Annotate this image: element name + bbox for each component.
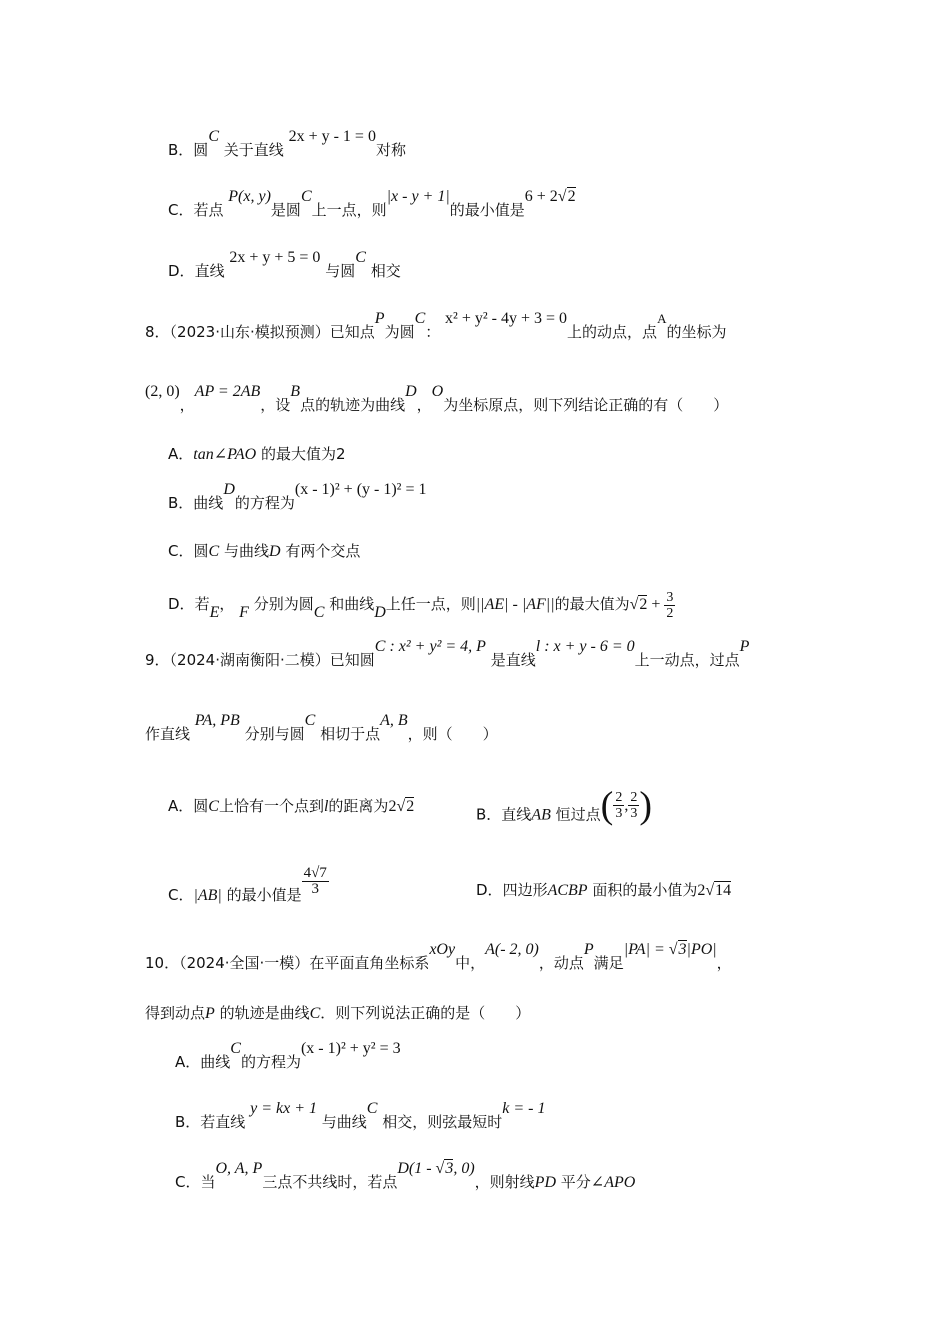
option-label: B．: [476, 805, 502, 824]
math: D: [268, 543, 281, 560]
q9-option-c: [168, 865, 329, 911]
option-label: C．: [168, 201, 194, 219]
q7-option-b: [168, 128, 406, 161]
sqrt-radicand: 14: [715, 882, 732, 899]
math: E: [209, 604, 220, 622]
math: |PO|: [686, 941, 717, 958]
numerator: 4√7: [303, 865, 327, 881]
text: 已知点: [329, 323, 375, 341]
math: 2: [388, 798, 397, 815]
q9-option-b: [476, 784, 652, 834]
text: 的最小值是: [226, 886, 302, 904]
text: ，则（ ）: [407, 725, 498, 743]
text: 相交: [370, 262, 401, 280]
option-label: D．: [168, 595, 195, 614]
math-equation: k = - 1: [502, 1100, 546, 1117]
sqrt-radicand: 2: [406, 798, 415, 815]
text: 上的动点，点: [567, 323, 658, 341]
math: xOy: [429, 941, 456, 958]
math-expression: 2√14: [697, 882, 732, 899]
math: P: [583, 941, 594, 958]
left-paren: (: [600, 784, 614, 826]
math: |AB|: [193, 887, 222, 904]
q7-option-c: [168, 188, 576, 221]
math: P(x, y): [228, 188, 271, 205]
text: 上任一点，则: [385, 595, 476, 614]
text: ，: [716, 954, 732, 972]
text: ，: [416, 396, 432, 414]
text: 得到动点: [145, 1004, 206, 1022]
option-label: C．: [168, 542, 194, 560]
text: 与圆: [325, 262, 356, 280]
q9-stem-line1: [145, 638, 750, 671]
math-equation: x² + y² - 4y + 3 = 0: [445, 310, 568, 327]
math: A(- 2, 0): [485, 941, 539, 958]
math-equation: AP = 2AB: [194, 383, 261, 400]
text: 中，: [455, 954, 486, 972]
text: 直线: [501, 805, 532, 824]
text: 若直线: [200, 1113, 246, 1131]
math: ACBP: [547, 882, 588, 899]
text: 的方程为: [234, 494, 295, 512]
math: AB: [531, 806, 551, 824]
text: 关于直线: [223, 141, 284, 159]
math-equation: l : x + y - 6 = 0: [535, 638, 635, 655]
text: 的轨迹是曲线: [219, 1004, 310, 1022]
text: 若点: [193, 201, 224, 219]
numerator: 2: [615, 789, 623, 805]
text: 三点不共线时，若点: [262, 1173, 398, 1191]
right-paren: ): [639, 784, 652, 826]
text: 恒过点: [555, 805, 601, 824]
math: C: [366, 1100, 378, 1117]
text: ，动点: [538, 954, 584, 972]
q9-stem-line2: [145, 712, 498, 745]
text: 当: [200, 1173, 216, 1191]
question-source: （2024·全国·一模）: [179, 954, 310, 972]
math: |x - y + 1|: [386, 188, 450, 205]
text: 上恰有一个点到: [218, 797, 324, 815]
math-expression: 2√2: [388, 798, 415, 815]
question-number: 8．: [145, 323, 170, 341]
text: 满足: [593, 954, 624, 972]
text: 是直线: [490, 651, 536, 669]
math-expression: D(1 - √3, 0): [397, 1160, 475, 1177]
math: (2, 0): [145, 383, 180, 400]
math-equation: |PA| = √3|PO|: [623, 941, 717, 958]
math: |PA| =: [623, 941, 669, 958]
text: 圆: [193, 141, 209, 159]
option-label: D．: [476, 881, 503, 899]
option-label: D．: [168, 262, 195, 280]
text: ，: [179, 396, 195, 414]
fraction: [664, 590, 675, 621]
math: PA, PB: [194, 712, 240, 729]
math: l: [323, 798, 329, 815]
math: C: [309, 1005, 321, 1022]
math: P: [374, 310, 385, 327]
math-expression: √2 + $\frac{3}{2}$: [629, 590, 674, 621]
text: 为坐标原点，则下列结论正确的有（ ）: [443, 396, 729, 414]
math: C: [313, 604, 325, 622]
text: 在平面直角坐标系: [309, 954, 430, 972]
text: 和曲线: [329, 595, 375, 614]
text: 曲线: [193, 494, 224, 512]
text: ：: [425, 323, 441, 341]
q10-stem-line2: [145, 1003, 530, 1024]
math: F: [239, 604, 249, 622]
point-coordinates: [600, 784, 652, 826]
math: D(1 -: [397, 1160, 436, 1177]
text: 面积的最小值为: [592, 881, 698, 899]
math: P: [739, 638, 750, 655]
fraction: [613, 790, 624, 821]
math-equation: y = kx + 1: [250, 1100, 317, 1117]
math: B: [290, 383, 301, 400]
text: 为圆: [384, 323, 415, 341]
text: 的最小值是: [449, 201, 525, 219]
math-equation: 2x + y + 5 = 0: [229, 249, 321, 266]
q9-option-a: [168, 796, 414, 817]
option-label: C．: [168, 886, 194, 904]
math: O: [431, 383, 444, 400]
text: 分别为圆: [253, 595, 314, 614]
text: 上一点，则: [311, 201, 387, 219]
math: C: [304, 712, 316, 729]
math-equation: 2x + y - 1 = 0: [288, 128, 376, 145]
text: 圆: [193, 542, 209, 560]
math: PD: [534, 1174, 556, 1191]
sqrt-radicand: 2: [639, 596, 648, 614]
option-label: B．: [168, 141, 194, 159]
math: , 0): [453, 1160, 475, 1177]
text: 的方程为: [240, 1053, 301, 1071]
text: 相交，则弦最短时: [382, 1113, 503, 1131]
question-number: 10．: [145, 954, 180, 972]
option-label: B．: [168, 494, 194, 512]
denominator: 3: [311, 881, 319, 897]
text: 圆: [193, 797, 209, 815]
text: 对称: [375, 141, 406, 159]
q8-option-a: [168, 444, 346, 465]
option-label: A．: [175, 1053, 201, 1071]
denominator: 3: [630, 805, 638, 821]
fraction: [628, 790, 639, 821]
text: 若: [194, 595, 210, 614]
text: 有两个交点: [285, 542, 361, 560]
sqrt-radicand: 3: [445, 1160, 454, 1177]
text: 四边形: [502, 881, 548, 899]
q8-stem-line1: [145, 310, 727, 343]
math: D: [223, 481, 235, 498]
text: 点的轨迹为曲线: [300, 396, 406, 414]
math: C: [230, 1040, 241, 1057]
question-source: （2024·湖南衡阳·二模）: [169, 651, 330, 669]
text: 是圆: [270, 201, 301, 219]
math: C: [300, 188, 312, 205]
math: A, B: [380, 712, 408, 729]
text: 的距离为: [328, 797, 389, 815]
math-equation: C : x² + y² = 4, P: [374, 638, 486, 655]
text: ，设: [260, 396, 291, 414]
math-expression: 6 + 2√2: [524, 188, 576, 205]
text: 与曲线: [321, 1113, 367, 1131]
math: A: [657, 311, 667, 326]
sqrt-radicand: 3: [678, 941, 687, 958]
text: 上一动点，过点: [634, 651, 740, 669]
comma: ,: [624, 796, 629, 814]
text: ．则下列说法正确的是（ ）: [320, 1004, 531, 1022]
math: O, A, P: [215, 1160, 263, 1177]
math: C: [355, 249, 366, 266]
math: +: [647, 596, 665, 614]
option-label: B．: [175, 1113, 201, 1131]
q8-option-b: [168, 481, 427, 514]
text: 的最大值为: [554, 595, 630, 614]
math: D: [405, 383, 417, 400]
math: C: [208, 798, 219, 815]
text: 分别与圆: [244, 725, 305, 743]
question-number: 9．: [145, 651, 170, 669]
q10-option-c: [175, 1160, 636, 1193]
q8-option-c: [168, 541, 360, 562]
math: ||AE| - |AF||: [475, 596, 555, 614]
denominator: 3: [615, 805, 623, 821]
q7-option-d: [168, 249, 401, 282]
q8-stem-line2: [145, 383, 729, 416]
value: 2: [335, 445, 346, 463]
sqrt-radicand: 2: [567, 188, 576, 205]
math: 6 + 2: [524, 188, 558, 205]
text: 相切于点: [320, 725, 381, 743]
math: C: [208, 128, 219, 145]
math: C: [208, 543, 220, 560]
math-equation: (x - 1)² + (y - 1)² = 1: [294, 481, 427, 498]
math: tan∠PAO: [193, 446, 257, 463]
text: 已知圆: [329, 651, 375, 669]
text: 与曲线: [223, 542, 269, 560]
q10-stem-line1: [145, 941, 732, 974]
numerator: 3: [666, 590, 674, 605]
numerator: 2: [630, 789, 638, 805]
text: 曲线: [200, 1053, 231, 1071]
math: ∠APO: [590, 1174, 636, 1191]
text: 的最大值为: [260, 445, 336, 463]
question-source: （2023·山东·模拟预测）: [169, 323, 330, 341]
text: 作直线: [145, 725, 191, 743]
text: ，则射线: [474, 1173, 535, 1191]
text: 直线: [194, 262, 225, 280]
q10-option-b: [175, 1100, 546, 1133]
math: P: [205, 1005, 215, 1022]
q10-option-a: [175, 1040, 401, 1073]
denominator: 2: [666, 606, 674, 621]
q9-option-d: [476, 880, 731, 901]
text: 平分: [560, 1173, 591, 1191]
math-equation: (x - 1)² + y² = 3: [300, 1040, 401, 1057]
fraction: [302, 866, 329, 897]
q8-option-d: [168, 590, 675, 621]
option-label: C．: [175, 1173, 201, 1191]
option-label: A．: [168, 445, 194, 463]
text: 的坐标为: [666, 323, 727, 341]
text: ，: [219, 595, 235, 614]
option-label: A．: [168, 797, 194, 815]
math: C: [414, 310, 426, 327]
math: 2: [697, 882, 706, 899]
math: D: [374, 604, 386, 622]
